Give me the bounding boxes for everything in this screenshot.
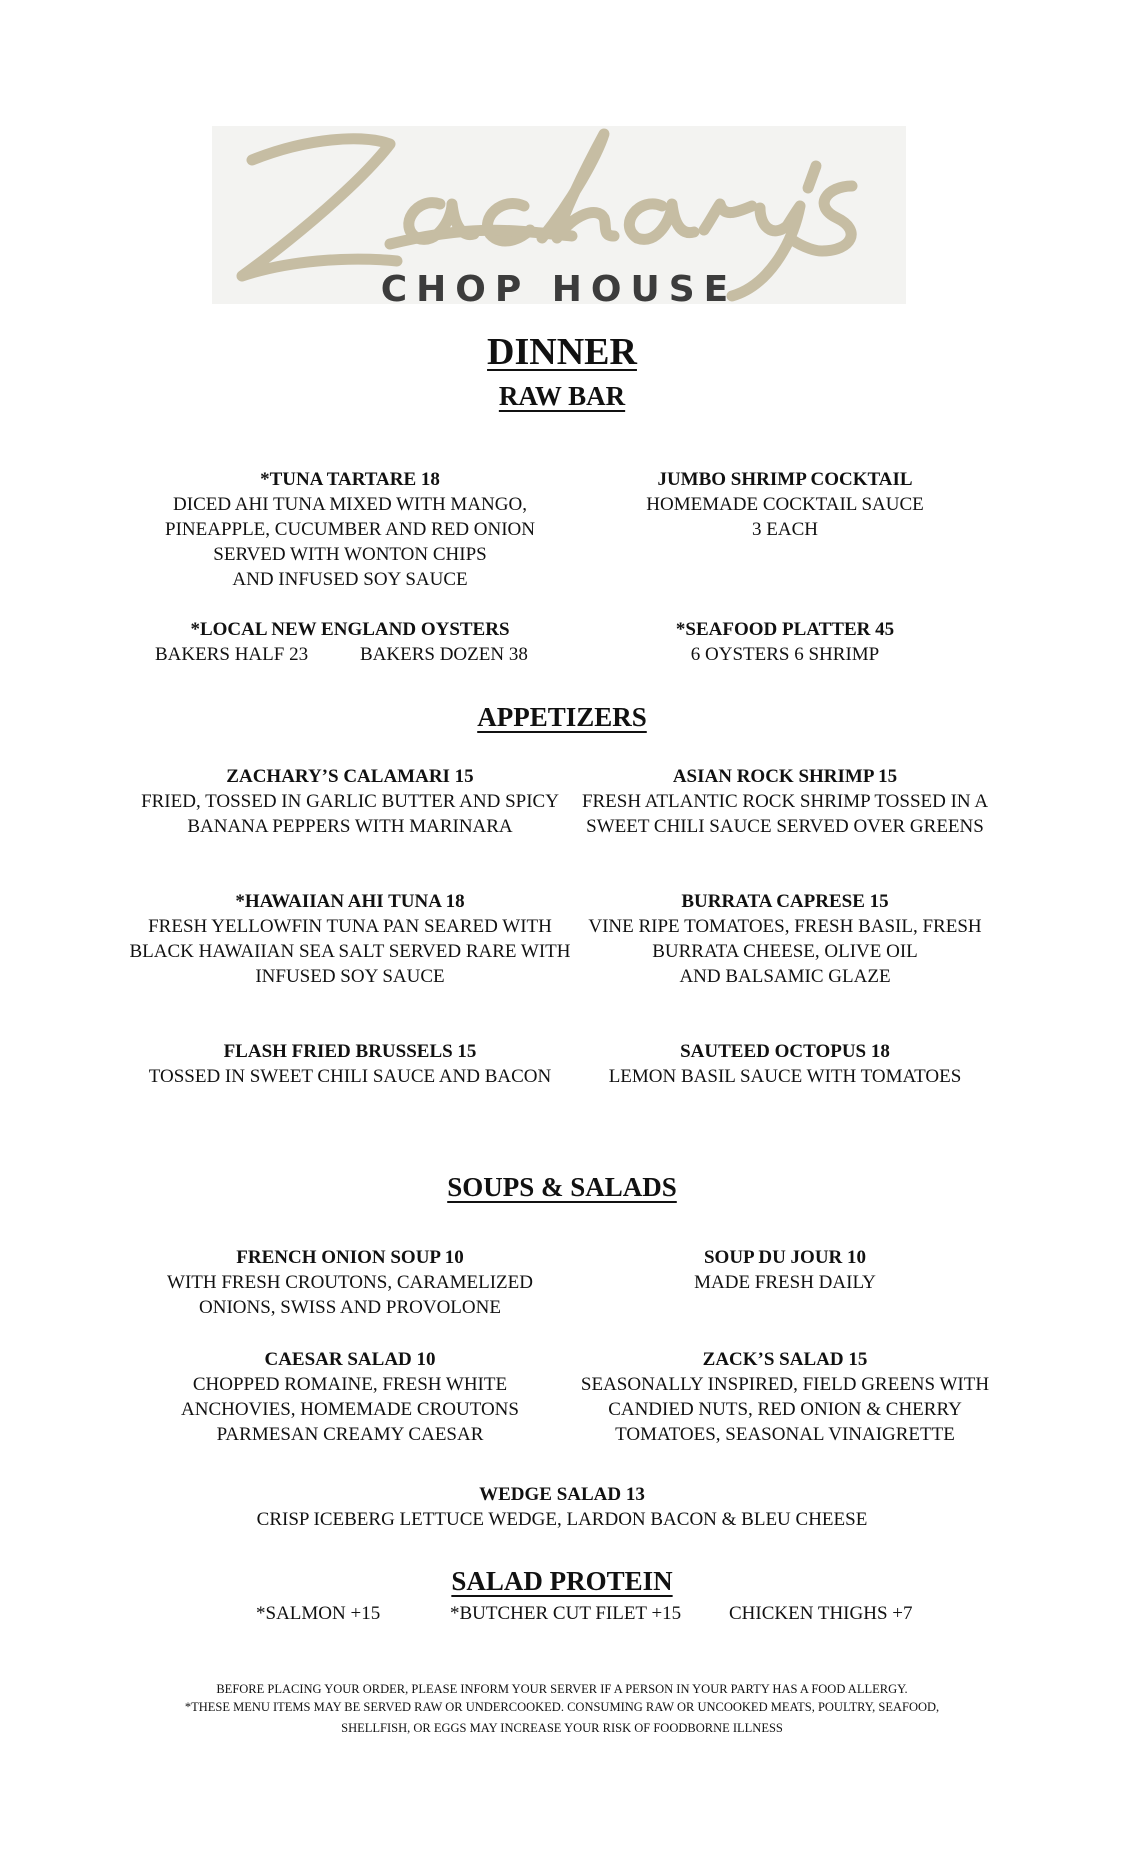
- chop-house-subtitle: CHOP HOUSE: [380, 269, 738, 310]
- menu-item-oysters: [120, 617, 580, 667]
- item-desc-line: DICED AHI TUNA MIXED WITH MANGO,: [173, 494, 527, 515]
- item-title: JUMBO SHRIMP COCKTAIL: [657, 469, 913, 490]
- item-desc-line: AND BALSAMIC GLAZE: [679, 966, 891, 987]
- item-desc-line: VINE RIPE TOMATOES, FRESH BASIL, FRESH: [588, 916, 982, 937]
- protein-filet: *BUTCHER CUT FILET +15: [450, 1603, 682, 1624]
- item-desc-line: LEMON BASIL SAUCE WITH TOMATOES: [608, 1066, 962, 1087]
- item-title: BURRATA CAPRESE 15: [681, 891, 889, 912]
- item-desc-line: BURRATA CHEESE, OLIVE OIL: [652, 941, 918, 962]
- item-desc-line: SWEET CHILI SAUCE SERVED OVER GREENS: [586, 816, 984, 837]
- item-desc-line: TOSSED IN SWEET CHILI SAUCE AND BACON: [148, 1066, 552, 1087]
- item-desc-line: PARMESAN CREAMY CAESAR: [216, 1424, 484, 1445]
- item-desc-line: SEASONALLY INSPIRED, FIELD GREENS WITH: [580, 1374, 990, 1395]
- protein-salmon: *SALMON +15: [256, 1603, 381, 1624]
- menu-item-calamari: [120, 764, 580, 839]
- item-desc-line: PINEAPPLE, CUCUMBER AND RED ONION: [165, 519, 535, 540]
- soups-salads-heading: SOUPS & SALADS: [447, 1172, 677, 1202]
- item-title: SOUP DU JOUR 10: [703, 1247, 867, 1268]
- item-desc-line: MADE FRESH DAILY: [694, 1272, 876, 1293]
- item-title: *SEAFOOD PLATTER 45: [675, 619, 895, 640]
- item-desc-line: FRESH YELLOWFIN TUNA PAN SEARED WITH: [148, 916, 552, 937]
- menu-item-wedge-salad: [162, 1482, 962, 1532]
- menu-item-caesar: [120, 1347, 580, 1447]
- oyster-option-half: BAKERS HALF 23: [155, 644, 309, 665]
- item-title: *LOCAL NEW ENGLAND OYSTERS: [190, 619, 510, 640]
- item-desc-line: 3 EACH: [752, 519, 818, 540]
- menu-item-seafood-platter: [575, 617, 995, 667]
- item-title: WEDGE SALAD 13: [479, 1484, 645, 1505]
- protein-chicken: CHICKEN THIGHS +7: [729, 1603, 913, 1624]
- item-title: *HAWAIIAN AHI TUNA 18: [235, 891, 465, 912]
- item-title: ZACK’S SALAD 15: [702, 1349, 868, 1370]
- item-desc-line: ONIONS, SWISS AND PROVOLONE: [199, 1297, 501, 1318]
- menu-item-soup-du-jour: [575, 1245, 995, 1295]
- disclaimer-line: SHELLFISH, OR EGGS MAY INCREASE YOUR RISK OF FOODBORNE ILLNESS: [341, 1721, 783, 1735]
- item-desc-line: AND INFUSED SOY SAUCE: [232, 569, 468, 590]
- item-desc-line: ANCHOVIES, HOMEMADE CROUTONS: [181, 1399, 519, 1420]
- menu-item-zacks-salad: [575, 1347, 995, 1447]
- menu-item-tuna-tartare: [120, 467, 580, 592]
- item-title: CAESAR SALAD 10: [264, 1349, 436, 1370]
- item-desc-line: WITH FRESH CROUTONS, CARAMELIZED: [167, 1272, 533, 1293]
- salad-protein-heading: SALAD PROTEIN: [451, 1566, 673, 1596]
- item-title: *TUNA TARTARE 18: [260, 469, 440, 490]
- raw-bar-heading: RAW BAR: [498, 381, 626, 411]
- logo: [212, 126, 906, 310]
- item-desc-line: CANDIED NUTS, RED ONION & CHERRY: [608, 1399, 962, 1420]
- menu-item-shrimp-cocktail: [575, 467, 995, 542]
- allergy-disclaimer: [162, 1680, 962, 1737]
- menu-item-french-onion: [120, 1245, 580, 1320]
- appetizers-heading: APPETIZERS: [477, 702, 647, 732]
- menu-item-octopus: [575, 1039, 995, 1089]
- item-desc-line: FRESH ATLANTIC ROCK SHRIMP TOSSED IN A: [581, 791, 989, 812]
- oyster-option-dozen: BAKERS DOZEN 38: [360, 644, 528, 665]
- item-desc-line: 6 OYSTERS 6 SHRIMP: [690, 644, 880, 665]
- menu-item-brussels: [120, 1039, 580, 1089]
- item-desc-line: FRIED, TOSSED IN GARLIC BUTTER AND SPICY: [141, 791, 559, 812]
- item-title: SAUTEED OCTOPUS 18: [680, 1041, 890, 1062]
- item-desc-line: BANANA PEPPERS WITH MARINARA: [187, 816, 513, 837]
- item-title: ZACHARY’S CALAMARI 15: [226, 766, 474, 787]
- item-desc-line: CRISP ICEBERG LETTUCE WEDGE, LARDON BACON & BLEU CHEESE: [256, 1509, 868, 1530]
- disclaimer-line: *THESE MENU ITEMS MAY BE SERVED RAW OR UNDERCOOKED. CONSUMING RAW OR UNCOOKED MEATS, POULTRY, SEAFOOD,: [184, 1700, 940, 1714]
- item-title: FRENCH ONION SOUP 10: [236, 1247, 464, 1268]
- item-desc-line: BLACK HAWAIIAN SEA SALT SERVED RARE WITH: [129, 941, 571, 962]
- menu-item-rock-shrimp: [575, 764, 995, 839]
- item-desc-line: CHOPPED ROMAINE, FRESH WHITE: [192, 1374, 508, 1395]
- item-desc-line: TOMATOES, SEASONAL VINAIGRETTE: [615, 1424, 955, 1445]
- menu-item-burrata: [575, 889, 995, 989]
- dinner-heading: DINNER: [487, 331, 637, 373]
- item-desc-line: SERVED WITH WONTON CHIPS: [213, 544, 487, 565]
- menu-item-ahi-tuna: [120, 889, 580, 989]
- item-title: ASIAN ROCK SHRIMP 15: [672, 766, 898, 787]
- disclaimer-line: BEFORE PLACING YOUR ORDER, PLEASE INFORM YOUR SERVER IF A PERSON IN YOUR PARTY HAS A FOOD ALLERGY.: [216, 1682, 908, 1696]
- item-desc-line: INFUSED SOY SAUCE: [255, 966, 445, 987]
- item-desc-line: HOMEMADE COCKTAIL SAUCE: [646, 494, 924, 515]
- item-title: FLASH FRIED BRUSSELS 15: [223, 1041, 477, 1062]
